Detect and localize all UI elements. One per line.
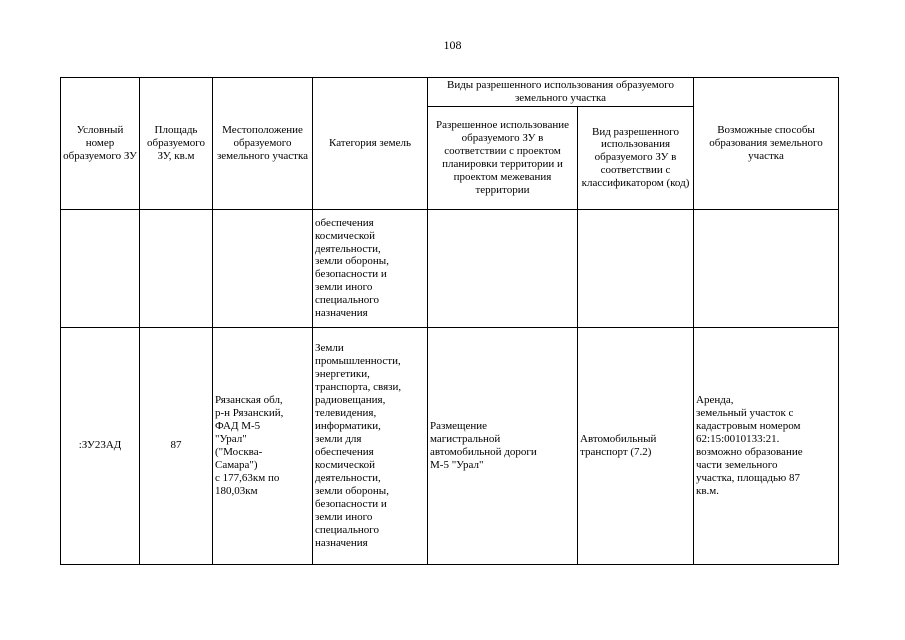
cell-category: Земли промышленности, энергетики, транспорта, связи, радиовещания, телевидения, информатики, земли для обеспечения космической деятельности, земли обороны, безопасности и земли иного специального назначения bbox=[313, 327, 428, 564]
cell-number bbox=[61, 209, 140, 327]
cell-area: 87 bbox=[140, 327, 213, 564]
header-location: Местоположение образуемого земельного участка bbox=[213, 78, 313, 210]
cell-methods: Аренда, земельный участок с кадастровым номером 62:15:0010133:21. возможно образование части земельного участка, площадью 87 кв.м. bbox=[694, 327, 839, 564]
cell-use-classifier bbox=[578, 209, 694, 327]
header-use-by-classifier: Вид разрешенного использования образуемого ЗУ в соответствии с классификатором (код) bbox=[578, 106, 694, 209]
table-row-continuation bbox=[61, 209, 839, 327]
land-plots-table bbox=[60, 77, 839, 565]
cell-use-project bbox=[428, 209, 578, 327]
header-area: Площадь образуемого ЗУ, кв.м bbox=[140, 78, 213, 210]
cell-category: обеспечения космической деятельности, земли обороны, безопасности и земли иного специального назначения bbox=[313, 209, 428, 327]
header-row-1 bbox=[61, 78, 839, 107]
cell-location bbox=[213, 209, 313, 327]
cell-use-project: Размещение магистральной автомобильной дороги М-5 "Урал" bbox=[428, 327, 578, 564]
cell-area bbox=[140, 209, 213, 327]
header-permitted-use-group: Виды разрешенного использования образуемого земельного участка bbox=[428, 78, 694, 107]
cell-number: :ЗУ23АД bbox=[61, 327, 140, 564]
page-number: 108 bbox=[443, 38, 462, 52]
cell-use-classifier: Автомобильный транспорт (7.2) bbox=[578, 327, 694, 564]
table-row bbox=[61, 327, 839, 564]
header-formation-methods: Возможные способы образования земельного участка bbox=[694, 78, 839, 210]
cell-methods bbox=[694, 209, 839, 327]
cell-location: Рязанская обл, р-н Рязанский, ФАД М-5 "Урал" ("Москва- Самара") с 177,63км по 180,03км bbox=[213, 327, 313, 564]
header-land-category: Категория земель bbox=[313, 78, 428, 210]
header-use-by-project: Разрешенное использование образуемого ЗУ в соответствии с проектом планировки территории и проектом межевания территории bbox=[428, 106, 578, 209]
header-plot-number: Условный номер образуемого ЗУ bbox=[61, 78, 140, 210]
